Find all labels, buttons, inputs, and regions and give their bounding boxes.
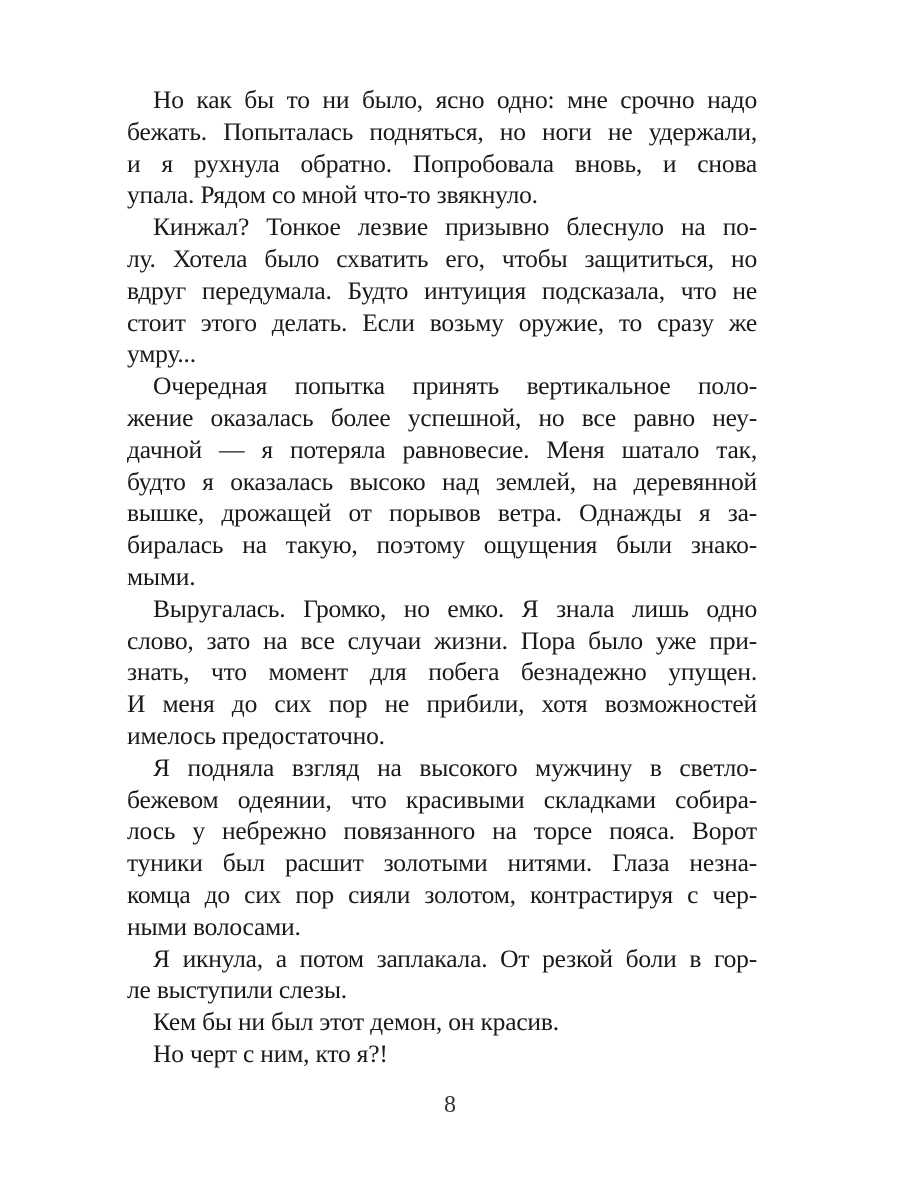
text-line: комца до сих пор сияли золотом, контрастируя с чер-	[127, 879, 757, 909]
text-line: жение оказалась более успешной, но все равно неу-	[127, 402, 757, 432]
text-line: Выругалась. Громко, но емко. Я знала лишь одно	[153, 593, 757, 623]
text-line: и я рухнула обратно. Попробовала вновь, и снова	[127, 148, 757, 178]
text-line: бежать. Попыталась подняться, но ноги не удержали,	[127, 116, 757, 146]
text-line: туники был расшит золотыми нитями. Глаза незна-	[127, 848, 757, 878]
paragraph	[127, 943, 757, 1007]
text-line: Но черт с ним, кто я?!	[153, 1038, 388, 1068]
text-line: будто я оказалась высоко над землей, на деревянной	[127, 466, 757, 496]
text-line: Я подняла взгляд на высокого мужчину в светло-	[153, 752, 757, 782]
text-line: умру...	[127, 339, 196, 369]
text-line: упала. Рядом со мной что-то звякнуло.	[127, 180, 538, 210]
text-line: вдруг передумала. Будто интуиция подсказала, что не	[127, 275, 757, 305]
text-line: И меня до сих пор не прибили, хотя возможностей	[127, 689, 757, 719]
paragraph	[127, 752, 757, 943]
page-body-text	[127, 84, 757, 1070]
paragraph	[127, 1006, 757, 1038]
text-line: ными волосами.	[127, 911, 301, 941]
text-line: мыми.	[127, 561, 196, 591]
text-line: биралась на такую, поэтому ощущения были знако-	[127, 530, 757, 560]
text-line: слово, зато на все случаи жизни. Пора было уже при-	[127, 625, 757, 655]
text-line: имелось предостаточно.	[127, 720, 385, 750]
text-line: Кинжал? Тонкое лезвие призывно блеснуло на по-	[153, 212, 757, 242]
text-line: лось у небрежно повязанного на торсе пояса. Ворот	[127, 816, 757, 846]
text-line: вышке, дрожащей от порывов ветра. Однажды я за-	[127, 498, 757, 528]
text-line: Но как бы то ни было, ясно одно: мне срочно надо	[153, 85, 757, 114]
text-line: бежевом одеянии, что красивыми складками собира-	[127, 784, 757, 814]
text-line: знать, что момент для побега безнадежно упущен.	[127, 657, 757, 687]
text-line: Очередная попытка принять вертикальное поло-	[153, 371, 757, 401]
text-line: дачной — я потеряла равновесие. Меня шатало так,	[127, 434, 757, 464]
text-line: стоит этого делать. Если возьму оружие, то сразу же	[127, 307, 757, 337]
text-line: ле выступили слезы.	[127, 975, 347, 1005]
paragraph	[127, 211, 757, 370]
paragraph	[127, 1038, 757, 1070]
text-line: лу. Хотела было схватить его, чтобы защититься, но	[127, 243, 757, 273]
paragraph	[127, 370, 757, 593]
text-line: Я икнула, а потом заплакала. От резкой боли в гор-	[153, 943, 757, 973]
page-number: 8	[444, 1092, 456, 1118]
paragraph	[127, 593, 757, 752]
text-line: Кем бы ни был этот демон, он красив.	[153, 1007, 559, 1037]
paragraph	[127, 84, 757, 211]
